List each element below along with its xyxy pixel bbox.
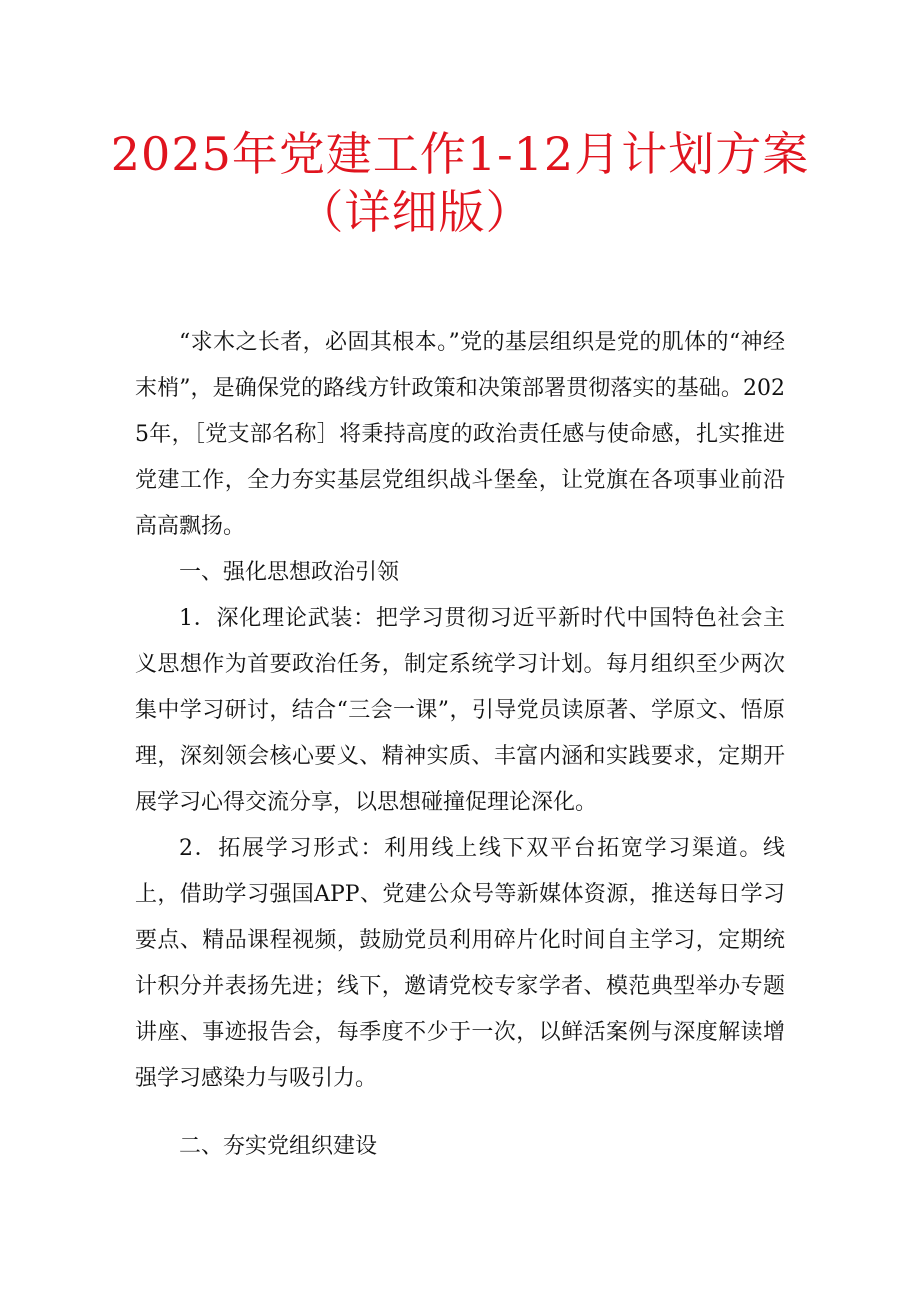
list-item-2: 2．拓展学习形式：利用线上线下双平台拓宽学习渠道。线上，借助学习强国APP、党建公众号等新媒体资源，推送每日学习要点、精品课程视频，鼓励党员利用碎片化时间自主学习，定期统计积分并表扬先进；线下，邀请党校专家学者、模范典型举办专题讲座、事迹报告会，每季度不少于一次，以鲜活案例与深度解读增强学习感染力与吸引力。 xyxy=(135,836,785,1091)
section-heading-2: 二、夯实党组织建设 xyxy=(179,1134,378,1159)
document-body xyxy=(135,320,785,1170)
list-item-1: 1．深化理论武装：把学习贯彻习近平新时代中国特色社会主义思想作为首要政治任务，制定系统学习计划。每月组织至少两次集中学习研讨，结合“三会一课”，引导党员读原著、学原文、悟原理，深刻领会核心要义、精神实质、丰富内涵和实践要求，定期开展学习心得交流分享，以思想碰撞促理论深化。 xyxy=(135,606,785,815)
document-title: 2025年党建工作1-12月计划方案 xyxy=(110,127,810,181)
document-subtitle: （详细版） xyxy=(297,185,533,239)
intro-paragraph: “求木之长者，必固其根本。”党的基层组织是党的肌体的“神经末梢”，是确保党的路线方针政策和决策部署贯彻落实的基础。2025年，［党支部名称］将秉持高度的政治责任感与使命感，扎实推进党建工作，全力夯实基层党组织战斗堡垒，让党旗在各项事业前沿高高飘扬。 xyxy=(135,330,785,539)
section-heading-1: 一、强化思想政治引领 xyxy=(179,560,400,585)
